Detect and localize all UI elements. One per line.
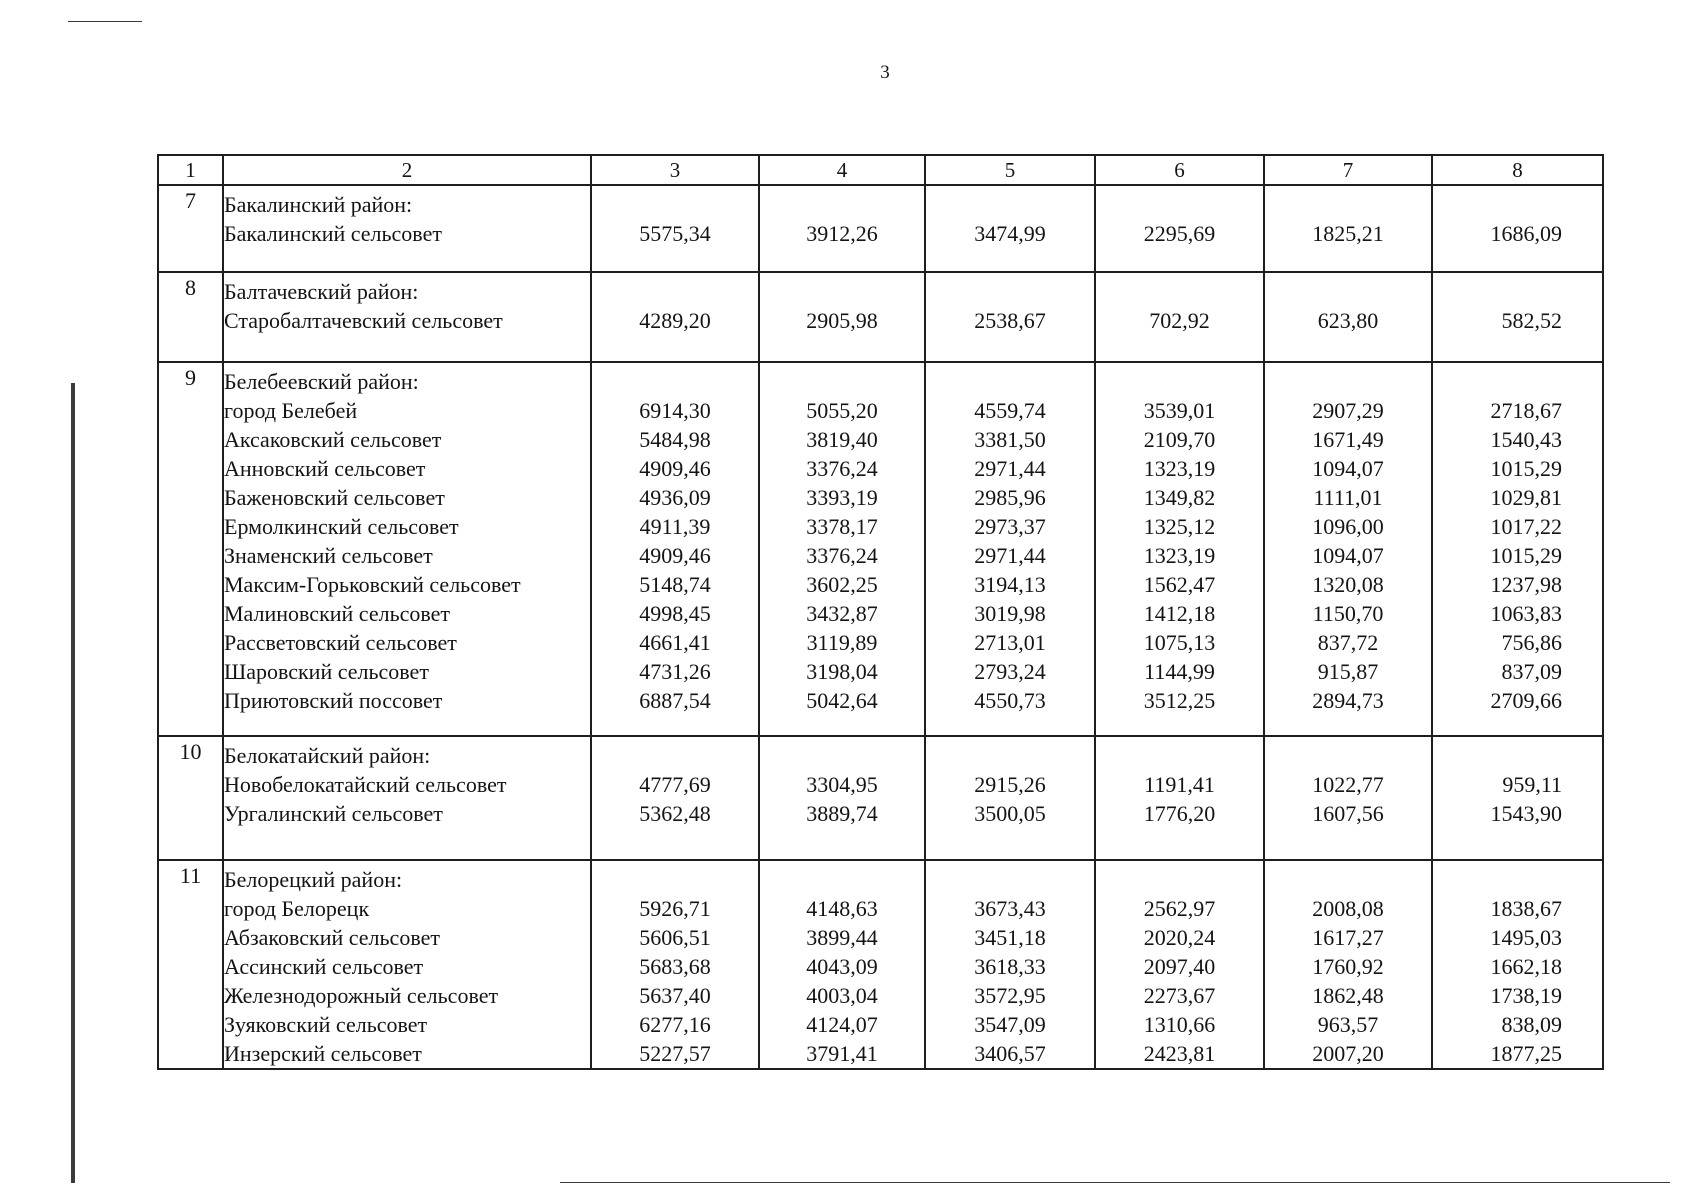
- settlement-name: Зуяковский сельсовет: [224, 1012, 428, 1037]
- value-column-3: [591, 185, 759, 272]
- value-column-5: [925, 860, 1095, 1069]
- value-column-4: [759, 272, 925, 362]
- value-cell: 1310,66: [1143, 1012, 1216, 1037]
- value-cell: 915,87: [1317, 659, 1379, 684]
- value-cell: 1877,25: [1490, 1041, 1562, 1066]
- value-cell: 3378,17: [806, 514, 878, 539]
- value-cell: 756,86: [1501, 630, 1562, 655]
- value-column-4: [759, 736, 925, 860]
- row-number: 8: [158, 272, 223, 362]
- value-column-6: [1095, 362, 1264, 736]
- settlement-name: Абзаковский сельсовет: [224, 925, 440, 950]
- value-cell: 1323,19: [1143, 456, 1216, 481]
- value-cell: 2718,67: [1490, 398, 1562, 423]
- value-cell: 1617,27: [1312, 925, 1384, 950]
- value-column-7: [1264, 362, 1432, 736]
- district-name: Бакалинский район:: [224, 192, 413, 217]
- district-section: [158, 362, 1603, 736]
- value-cell: 3194,13: [974, 572, 1046, 597]
- value-cell: 4003,04: [806, 983, 878, 1008]
- value-column-3: [591, 362, 759, 736]
- value-column-3: [591, 272, 759, 362]
- settlement-name: Ургалинский сельсовет: [224, 801, 443, 826]
- value-cell: 1540,43: [1490, 427, 1562, 452]
- value-cell: 838,09: [1501, 1012, 1562, 1037]
- value-cell: 1671,49: [1312, 427, 1384, 452]
- value-column-4: [759, 860, 925, 1069]
- value-cell: 3539,01: [1143, 398, 1216, 423]
- value-column-6: [1095, 185, 1264, 272]
- value-cell: 4124,07: [806, 1012, 878, 1037]
- settlement-name: Бакалинский сельсовет: [224, 221, 442, 246]
- value-cell: 5362,48: [639, 801, 711, 826]
- settlement-name-cell: [223, 185, 591, 272]
- value-column-6: [1095, 736, 1264, 860]
- value-cell: 1825,21: [1312, 221, 1384, 246]
- column-number: 6: [1095, 155, 1264, 185]
- value-cell: 3673,43: [974, 896, 1046, 921]
- value-cell: 623,80: [1317, 308, 1379, 333]
- value-cell: 3393,19: [806, 485, 878, 510]
- value-column-8: [1432, 272, 1603, 362]
- settlement-name: Приютовский поссовет: [224, 688, 443, 713]
- settlement-name: Анновский сельсовет: [224, 456, 426, 481]
- value-cell: 6914,30: [639, 398, 711, 423]
- value-column-4: [759, 185, 925, 272]
- settlement-name: Знаменский сельсовет: [224, 543, 433, 568]
- value-cell: 5926,71: [639, 896, 711, 921]
- settlement-name: Ассинский сельсовет: [224, 954, 424, 979]
- value-cell: 1738,19: [1490, 983, 1562, 1008]
- value-cell: 3618,33: [974, 954, 1046, 979]
- value-cell: 4777,69: [639, 772, 711, 797]
- value-cell: 1015,29: [1490, 543, 1562, 568]
- value-cell: 1063,83: [1490, 601, 1562, 626]
- value-column-7: [1264, 185, 1432, 272]
- value-cell: 963,57: [1317, 1012, 1379, 1037]
- value-column-4: [759, 362, 925, 736]
- value-cell: 1150,70: [1312, 601, 1384, 626]
- value-cell: 2008,08: [1312, 896, 1384, 921]
- value-cell: 5484,98: [639, 427, 711, 452]
- row-number: 11: [158, 860, 223, 1069]
- value-cell: 4559,74: [974, 398, 1046, 423]
- value-cell: 5606,51: [639, 925, 711, 950]
- district-section: [158, 185, 1603, 272]
- value-cell: 1325,12: [1143, 514, 1216, 539]
- settlement-name: Старобалтачевский сельсовет: [224, 308, 503, 333]
- column-number: 2: [223, 155, 591, 185]
- value-cell: 4661,41: [639, 630, 711, 655]
- value-cell: 1237,98: [1490, 572, 1562, 597]
- column-number: 4: [759, 155, 925, 185]
- column-number: 1: [158, 155, 223, 185]
- settlement-name: город Белорецк: [224, 896, 370, 921]
- value-cell: 4936,09: [639, 485, 711, 510]
- settlement-name: Рассветовский сельсовет: [224, 630, 457, 655]
- value-cell: 3376,24: [806, 543, 878, 568]
- scan-artifact-bottom-line: [560, 1182, 1670, 1183]
- scan-artifact-left-edge: [71, 383, 75, 1183]
- value-cell: 1838,67: [1490, 896, 1562, 921]
- value-cell: 6887,54: [639, 688, 711, 713]
- value-cell: 2007,20: [1312, 1041, 1384, 1066]
- value-cell: 4998,45: [639, 601, 711, 626]
- value-cell: 3899,44: [806, 925, 878, 950]
- settlement-name: Малиновский сельсовет: [224, 601, 451, 626]
- column-number: 7: [1264, 155, 1432, 185]
- settlement-name-cell: [223, 736, 591, 860]
- value-cell: 5227,57: [639, 1041, 711, 1066]
- value-cell: 1862,48: [1312, 983, 1384, 1008]
- settlement-name: город Белебей: [224, 398, 358, 423]
- value-cell: 837,72: [1317, 630, 1379, 655]
- value-cell: 3602,25: [806, 572, 878, 597]
- value-cell: 4148,63: [806, 896, 878, 921]
- value-cell: 5042,64: [806, 688, 878, 713]
- value-column-5: [925, 272, 1095, 362]
- value-cell: 1495,03: [1490, 925, 1562, 950]
- value-cell: 4731,26: [639, 659, 711, 684]
- district-name: Белебеевский район:: [224, 369, 419, 394]
- value-cell: 2985,96: [974, 485, 1046, 510]
- settlement-name: Ермолкинский сельсовет: [224, 514, 459, 539]
- settlement-name: Максим-Горьковский сельсовет: [224, 572, 521, 597]
- value-cell: 4909,46: [639, 543, 711, 568]
- value-cell: 1760,92: [1312, 954, 1384, 979]
- value-cell: 4550,73: [974, 688, 1046, 713]
- column-number-row: [158, 155, 1603, 185]
- value-cell: 2423,81: [1143, 1041, 1216, 1066]
- value-cell: 5575,34: [639, 221, 711, 246]
- value-cell: 959,11: [1502, 772, 1562, 797]
- district-name: Балтачевский район:: [224, 279, 419, 304]
- value-cell: 837,09: [1501, 659, 1562, 684]
- district-name: Белокатайский район:: [224, 743, 431, 768]
- value-cell: 3791,41: [806, 1041, 878, 1066]
- value-cell: 3512,25: [1143, 688, 1216, 713]
- value-cell: 3572,95: [974, 983, 1046, 1008]
- row-number: 9: [158, 362, 223, 736]
- value-cell: 1191,41: [1144, 772, 1215, 797]
- value-cell: 2562,97: [1143, 896, 1216, 921]
- value-cell: 3889,74: [806, 801, 878, 826]
- value-cell: 1096,00: [1312, 514, 1384, 539]
- settlement-name-cell: [223, 272, 591, 362]
- value-cell: 5055,20: [806, 398, 878, 423]
- settlement-name: Баженовский сельсовет: [224, 485, 445, 510]
- value-cell: 1015,29: [1490, 456, 1562, 481]
- value-cell: 2109,70: [1143, 427, 1216, 452]
- value-cell: 2538,67: [974, 308, 1046, 333]
- value-cell: 1562,47: [1143, 572, 1216, 597]
- value-column-8: [1432, 185, 1603, 272]
- value-cell: 1111,01: [1313, 485, 1383, 510]
- value-cell: 1144,99: [1144, 659, 1215, 684]
- district-section: [158, 736, 1603, 860]
- value-cell: 4043,09: [806, 954, 878, 979]
- value-cell: 6277,16: [639, 1012, 711, 1037]
- district-section: [158, 860, 1603, 1069]
- settlement-name: Шаровский сельсовет: [224, 659, 429, 684]
- value-column-6: [1095, 272, 1264, 362]
- value-cell: 3119,89: [806, 630, 878, 655]
- value-cell: 2907,29: [1312, 398, 1384, 423]
- value-cell: 1022,77: [1312, 772, 1384, 797]
- value-cell: 1075,13: [1143, 630, 1216, 655]
- value-cell: 3381,50: [974, 427, 1046, 452]
- value-cell: 702,92: [1149, 308, 1210, 333]
- value-cell: 3376,24: [806, 456, 878, 481]
- row-number: 7: [158, 185, 223, 272]
- value-cell: 3432,87: [806, 601, 878, 626]
- value-column-8: [1432, 362, 1603, 736]
- value-cell: 3500,05: [974, 801, 1046, 826]
- value-cell: 2097,40: [1143, 954, 1216, 979]
- value-cell: 3451,18: [974, 925, 1046, 950]
- table-body: [158, 155, 1603, 1069]
- value-cell: 2295,69: [1143, 221, 1216, 246]
- value-column-3: [591, 736, 759, 860]
- settlement-name-cell: [223, 362, 591, 736]
- value-cell: 1607,56: [1312, 801, 1384, 826]
- value-cell: 2971,44: [974, 543, 1046, 568]
- value-cell: 3304,95: [806, 772, 878, 797]
- value-column-7: [1264, 272, 1432, 362]
- column-number: 5: [925, 155, 1095, 185]
- value-cell: 2971,44: [974, 456, 1046, 481]
- value-column-5: [925, 362, 1095, 736]
- value-cell: 2793,24: [974, 659, 1046, 684]
- value-cell: 3912,26: [806, 221, 878, 246]
- value-cell: 3406,57: [974, 1041, 1046, 1066]
- value-cell: 3019,98: [974, 601, 1046, 626]
- value-cell: 2020,24: [1143, 925, 1216, 950]
- value-column-3: [591, 860, 759, 1069]
- value-cell: 3474,99: [974, 221, 1046, 246]
- value-column-5: [925, 736, 1095, 860]
- value-cell: 2905,98: [806, 308, 878, 333]
- column-number: 8: [1432, 155, 1603, 185]
- data-table: [157, 154, 1604, 1070]
- value-cell: 3198,04: [806, 659, 878, 684]
- value-cell: 1662,18: [1490, 954, 1562, 979]
- scan-artifact-top-line: [68, 21, 142, 22]
- value-cell: 4289,20: [639, 308, 711, 333]
- value-cell: 2709,66: [1490, 688, 1562, 713]
- value-cell: 582,52: [1501, 308, 1562, 333]
- value-cell: 1686,09: [1490, 221, 1562, 246]
- value-cell: 1543,90: [1490, 801, 1562, 826]
- settlement-name-cell: [223, 860, 591, 1069]
- value-cell: 5637,40: [639, 983, 711, 1008]
- district-section: [158, 272, 1603, 362]
- value-cell: 1412,18: [1143, 601, 1216, 626]
- value-column-7: [1264, 736, 1432, 860]
- value-cell: 1017,22: [1490, 514, 1562, 539]
- value-cell: 3547,09: [974, 1012, 1046, 1037]
- district-name: Белорецкий район:: [224, 867, 403, 892]
- value-column-8: [1432, 736, 1603, 860]
- settlement-name: Аксаковский сельсовет: [224, 427, 442, 452]
- value-cell: 1094,07: [1312, 543, 1384, 568]
- value-cell: 5148,74: [639, 572, 711, 597]
- value-cell: 2894,73: [1312, 688, 1384, 713]
- settlement-name: Железнодорожный сельсовет: [224, 983, 499, 1008]
- value-cell: 1323,19: [1143, 543, 1216, 568]
- value-cell: 4909,46: [639, 456, 711, 481]
- value-cell: 2973,37: [974, 514, 1046, 539]
- value-cell: 1094,07: [1312, 456, 1384, 481]
- value-cell: 1029,81: [1490, 485, 1562, 510]
- value-cell: 1320,08: [1312, 572, 1384, 597]
- value-column-5: [925, 185, 1095, 272]
- row-number: 10: [158, 736, 223, 860]
- value-cell: 3819,40: [806, 427, 878, 452]
- value-cell: 1776,20: [1143, 801, 1216, 826]
- value-cell: 1349,82: [1143, 485, 1216, 510]
- value-cell: 5683,68: [639, 954, 711, 979]
- page-number: 3: [880, 62, 890, 83]
- value-cell: 4911,39: [639, 514, 711, 539]
- value-column-8: [1432, 860, 1603, 1069]
- value-cell: 2713,01: [974, 630, 1046, 655]
- value-column-6: [1095, 860, 1264, 1069]
- value-cell: 2915,26: [974, 772, 1046, 797]
- settlement-name: Новобелокатайский сельсовет: [224, 772, 507, 797]
- column-number: 3: [591, 155, 759, 185]
- settlement-name: Инзерский сельсовет: [224, 1041, 422, 1066]
- value-column-7: [1264, 860, 1432, 1069]
- value-cell: 2273,67: [1143, 983, 1216, 1008]
